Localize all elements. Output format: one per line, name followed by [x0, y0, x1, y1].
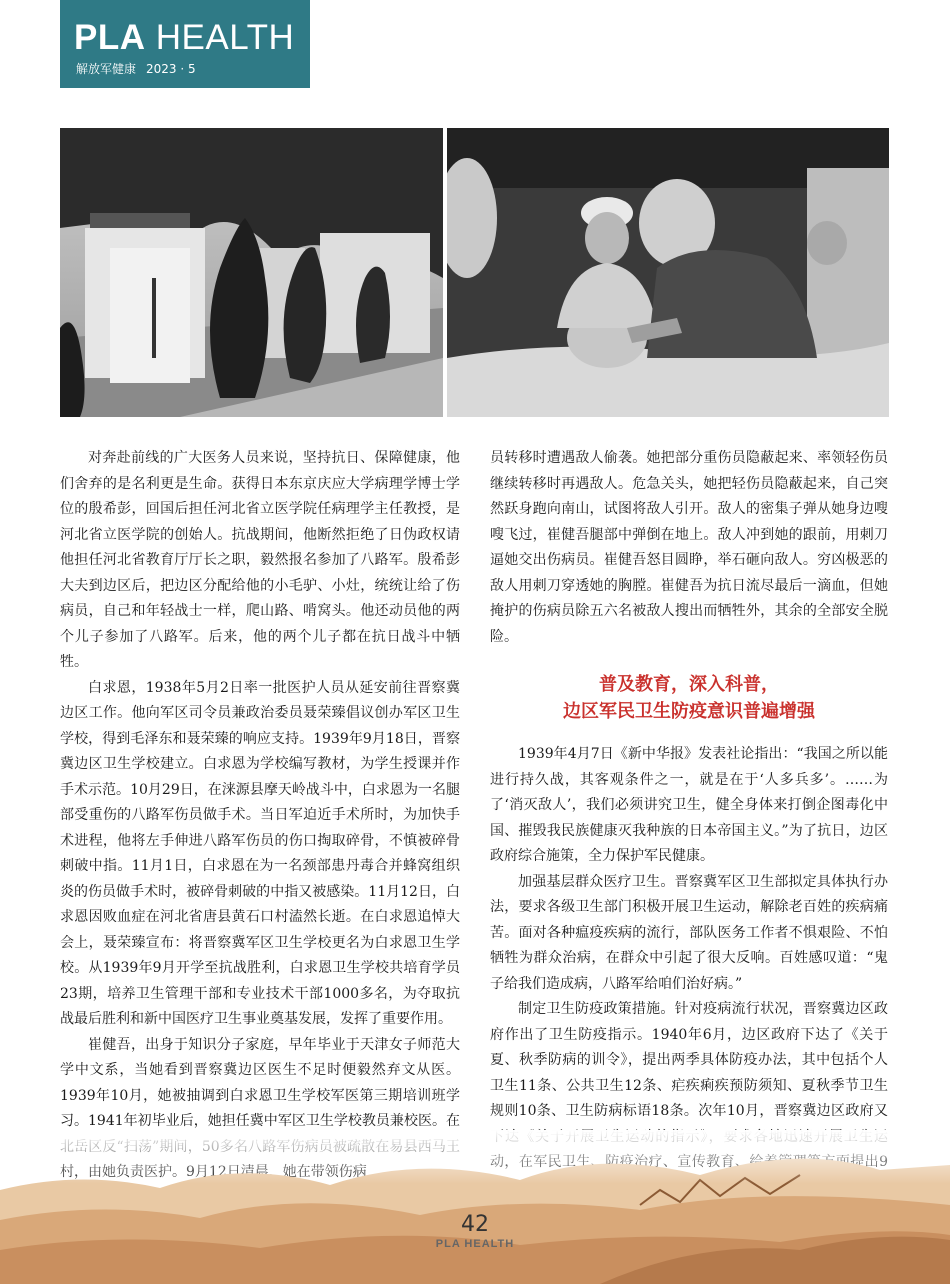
magazine-brand [74, 18, 294, 58]
paragraph: 加强基层群众医疗卫生。晋察冀军区卫生部拟定具体执行办法，要求各级卫生部门积极开展卫生运动，解除老百姓的疾病痛苦。面对各种瘟疫疾病的流行，部队医务工作者不惧艰险、不怕牺牲为群众治病，在群众中引起了很大反响。百姓感叹道：“鬼子给我们造成病，八路军给咱们治好病。” [490, 873, 888, 992]
surgery-photo-image [447, 128, 889, 417]
section-heading-line-2: 边区军民卫生防疫意识普遍增强 [563, 701, 815, 722]
masthead-sub [76, 60, 206, 77]
issue-number: 2023 · 5 [146, 62, 196, 76]
brand-rest: HEALTH [155, 18, 295, 57]
paragraph: 制定卫生防疫政策措施。针对疫病流行状况，晋察冀边区政府作出了卫生防疫指示。1940年6月，边区政府下达了《关于夏、秋季防病的训令》，提出两季具体防疫办法，其中包括个人卫生11条、公共卫生12条、疟疾痢疾预防须知、夏秋季节卫生规则10条、卫生防病标语18条。次年10月，晋察冀边区政府又 [490, 1001, 888, 1119]
surgery-photo [447, 128, 889, 417]
column-left [60, 446, 460, 1186]
paragraph: 对奔赴前线的广大医务人员来说，坚持抗日、保障健康，他们舍弃的是名利更是生命。获得日本东京庆应大学病理学博士学位的殷希彭，回国后担任河北省立医学院任病理学主任教授，是河北省立医学院的创始人。抗战期间，他断然拒绝了日伪政权请他担任河北省教育厅厅长之职，毅然报名参加了八路军。殷希彭大夫到边区后，把边区分配给他的小毛驴、小灶，统统让给了伤病员，自己和年轻战士一样，爬山路、啃窝头。他还动员他的两个儿子参加了八路军。后来，他的两个儿子都在抗日战斗中牺牲。 [60, 450, 460, 670]
section-heading-line-1: 普及教育，深入科普， [599, 674, 779, 695]
memorial-photo [60, 128, 443, 417]
paragraph-continuation: 员转移时遭遇敌人偷袭。她把部分重伤员隐蔽起来、率领轻伤员继续转移时再遇敌人。危急关头，她把轻伤员隐蔽起来，自己突然跃身跑向南山，试图将敌人引开。敌人的密集子弹从她身边嗖嗖飞过，崔健吾腿部中弹倒在地上。敌人冲到她的跟前，用刺刀逼她交出伤病员。崔健吾怒目圆睁，举石砸向敌人。穷凶极恶的敌人用刺刀穿透她的胸膛。崔健吾为抗日流尽最后一滴血，但她掩护的伤病员除五六名被敌人搜出而牺牲外，其余的全部安全脱险。 [490, 450, 888, 645]
paragraph: 1939年4月7日《新中华报》发表社论指出：“我国之所以能进行持久战，其客观条件之一，就是在于‘人多兵多’。……为了‘消灭敌人’，我们必须讲究卫生，健全身体来打倒企图毒化中国、摧毁我民族健康灭我种族的日本帝国主义。”为了抗日，边区政府综合施策，全力保护军民健康。 [490, 746, 888, 864]
section-heading [490, 671, 888, 725]
paragraph: 崔健吾，出身于知识分子家庭，早年毕业于天津女子师范大学中文系，当她看到晋察冀边区医生不足时便毅然弃文从医。1939年10月，她被抽调到白求恩卫生学校军医第三期培训班学习。1941年初毕业后，她担任冀中军区卫生学校教员兼校医。在 [60, 1036, 460, 1129]
memorial-photo-image [60, 128, 443, 417]
column-right [490, 446, 888, 1201]
landscape-decoration [0, 1130, 950, 1284]
paragraph: 白求恩，1938年5月2日率一批医护人员从延安前往晋察冀边区工作。他向军区司令员兼政治委员聂荣臻倡议创办军区卫生学校，得到毛泽东和聂荣臻的响应支持。1939年9月18日，晋察冀边区卫生学校建立。白求恩为学校编写教材，为学生授课并作手术示范。10月29日，在涞源县摩天岭战斗中，白求恩为一名腿部受重伤的八路军伤员做手术。当日军迫近手术所时，为加快手术进程，他将左手伸进八路军伤员的伤口掏取碎骨，不慎被碎骨刺破中指。11月1日，白求恩在为一名颈部患丹毒合并蜂窝组织炎的伤员做手术时，被碎骨刺破的中指又被感染。11月12日，白求恩因败血症在河北省唐县黄石口村溘然长逝。在白求恩追悼大会上，聂荣臻宣布：将晋察冀军区卫生学校更名为白求恩卫生学校。从1939年9月开学至抗战胜利，白求恩卫生学校共培育学员23期，培养卫生管理干部和专业技术干部1000多名，为夺取抗战最后胜利和新中国医疗卫生事业奠基发展，发挥了重要作用。 [60, 679, 460, 1027]
brand-bold: PLA [74, 18, 146, 57]
chinese-name: 解放军健康 [76, 62, 137, 76]
masthead [60, 0, 310, 88]
page-number: 42 [461, 1212, 489, 1237]
footer-brand: PLA HEALTH [435, 1238, 515, 1250]
